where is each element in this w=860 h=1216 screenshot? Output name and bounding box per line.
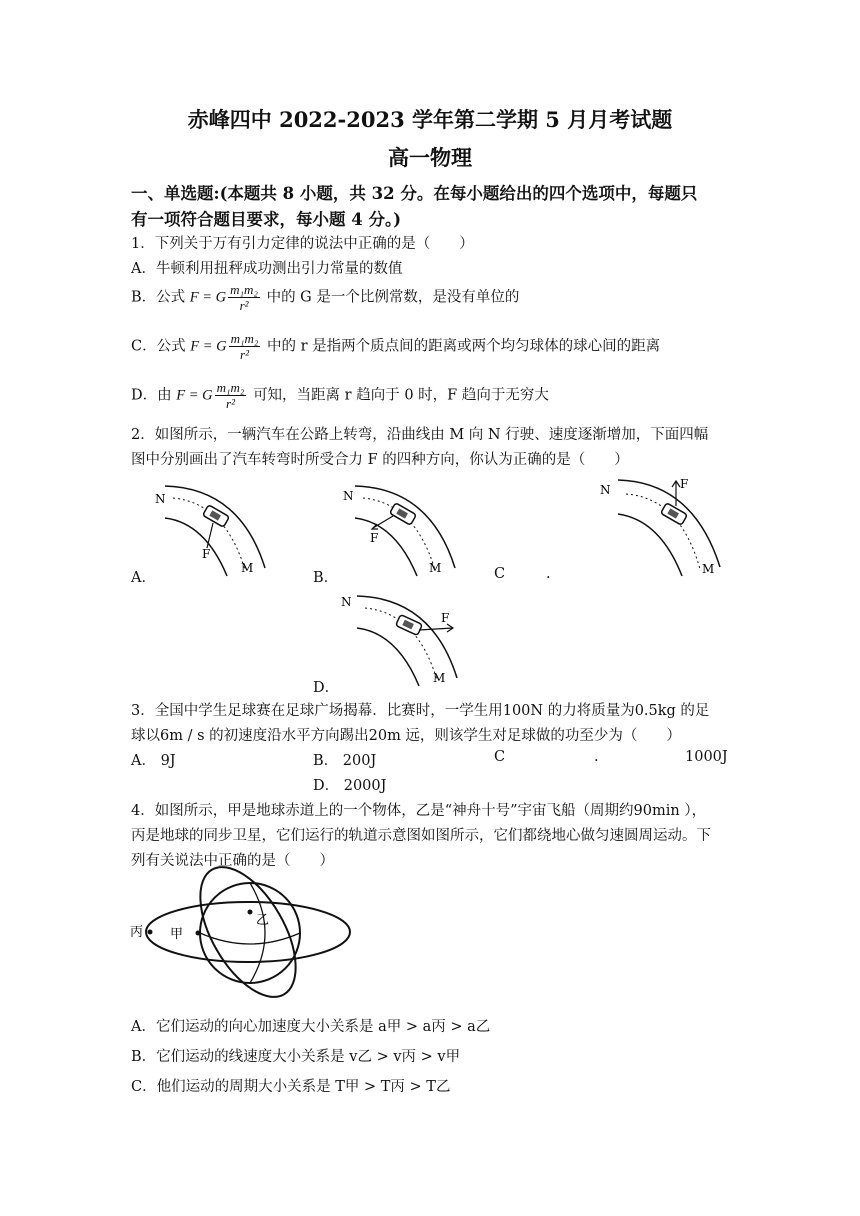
exam-subtitle: 高一物理 [388, 145, 472, 170]
fig-d-N: N [341, 595, 352, 609]
q1-b-denominator: r² [239, 298, 249, 313]
q1-d-denominator: r² [226, 396, 236, 411]
q2-label-a: A． [131, 570, 156, 586]
q1-option-b [131, 282, 519, 313]
q1-d-prefix: D．由 [131, 387, 172, 404]
q1-d-fraction [215, 380, 247, 411]
q3-option-b: B． 200J [313, 753, 377, 769]
q4-option-c: C．他们运动的周期大小关系是 T甲 > T丙 > T乙 [131, 1079, 451, 1095]
q1-d-numerator: m₁m₂ [216, 380, 245, 395]
q1-b-numerator: m₁m₂ [230, 282, 258, 297]
q3-stem-line1: 3．全国中学生足球赛在足球广场揭幕．比赛时，一学生用100N 的力将质量为0.5kg 的足 [131, 703, 710, 719]
fig-d-F: F [441, 611, 450, 625]
q2-figure-d [337, 588, 467, 688]
q1-b-prefix: B．公式 [131, 289, 186, 306]
q2-stem-line1: 2．如图所示，一辆汽车在公路上转弯，沿曲线由 M 向 N 行驶、速度逐渐增加，下面四幅 [131, 427, 709, 443]
q1-c-numerator: m₁m₂ [230, 331, 259, 346]
q4-stem-line2: 丙是地球的同步卫星，它们运行的轨道示意图如图所示，它们都绕地心做匀速圆周运动。下 [131, 828, 711, 844]
q2-label-c-dot: . [546, 566, 551, 582]
fig-label-jia: 甲 [170, 927, 184, 942]
q3-option-c: C [494, 749, 506, 765]
fig-b-F: F [370, 531, 379, 545]
q4-orbit-figure [128, 860, 378, 1010]
q3-option-a: A． 9J [131, 753, 176, 769]
q2-figure-b [335, 478, 465, 578]
q4-stem-line1: 4．如图所示，甲是地球赤道上的一个物体，乙是“神舟十号”宇宙飞船（周期约90min ）， [131, 803, 707, 819]
q1-c-suffix: 中的 r 是指两个质点间的距离或两个均匀球体的球心间的距离 [267, 338, 661, 355]
q2-label-b: B． [313, 570, 339, 586]
q4-stem-line3: 列有关说法中正确的是（ ） [131, 853, 334, 869]
fig-c-N: N [600, 483, 611, 497]
q1-c-formula-lhs: F = G [190, 338, 227, 355]
q3-option-c-value: 1000J [685, 749, 728, 765]
fig-label-yi: 乙 [256, 913, 270, 928]
q2-figure-a [145, 478, 275, 578]
q1-b-formula-lhs: F = G [189, 289, 227, 306]
q1-b-suffix: 中的 G 是一个比例常数，是没有单位的 [266, 289, 520, 306]
q2-stem-line2: 图中分别画出了汽车转弯时所受合力 F 的四种方向，你认为正确的是（ ） [131, 452, 629, 468]
section-header-line1: 一、单选题:(本题共 8 小题，共 32 分。在每小题给出的四个选项中，每题只 [131, 184, 698, 203]
q1-option-a: A．牛顿利用扭秤成功测出引力常量的数值 [131, 261, 403, 277]
fig-b-N: N [343, 489, 354, 503]
q1-c-denominator: r² [240, 347, 249, 362]
q3-option-d: D． 2000J [313, 778, 387, 794]
q1-c-prefix: C．公式 [131, 338, 186, 355]
q1-option-c [131, 331, 660, 362]
fig-c-F: F [680, 477, 689, 491]
q1-option-d [131, 380, 549, 411]
q1-stem: 1．下列关于万有引力定律的说法中正确的是（ ） [131, 236, 474, 252]
fig-a-N: N [155, 492, 166, 506]
fig-label-bing: 丙 [130, 925, 144, 940]
q2-label-c: C [494, 566, 506, 582]
q1-b-fraction [228, 282, 260, 313]
q1-d-formula-lhs: F = G [176, 387, 213, 404]
fig-a-F: F [202, 547, 211, 561]
q1-d-suffix: 可知，当距离 r 趋向于 0 时，F 趋向于无穷大 [253, 387, 549, 404]
fig-b-M: M [429, 561, 442, 575]
fig-d-M: M [433, 671, 446, 685]
q3-stem-line2: 球以6m / s 的初速度沿水平方向踢出20m 远，则该学生对足球做的功至少为（ ） [131, 728, 681, 744]
exam-title: 赤峰四中 2022-2023 学年第二学期 5 月月考试题 [187, 107, 673, 132]
q4-option-a: A．它们运动的向心加速度大小关系是 a甲 > a丙 > a乙 [131, 1019, 491, 1035]
q1-c-fraction [229, 331, 261, 362]
fig-a-M: M [241, 561, 254, 575]
q4-option-b: B．它们运动的线速度大小关系是 v乙 > v丙 > v甲 [131, 1049, 461, 1065]
fig-c-M: M [702, 562, 715, 576]
q2-figure-c [598, 472, 728, 582]
section-header-line2: 有一项符合题目要求，每小题 4 分。) [131, 210, 402, 229]
q3-option-c-dot: . [594, 749, 599, 765]
q2-label-d: D． [313, 680, 340, 696]
